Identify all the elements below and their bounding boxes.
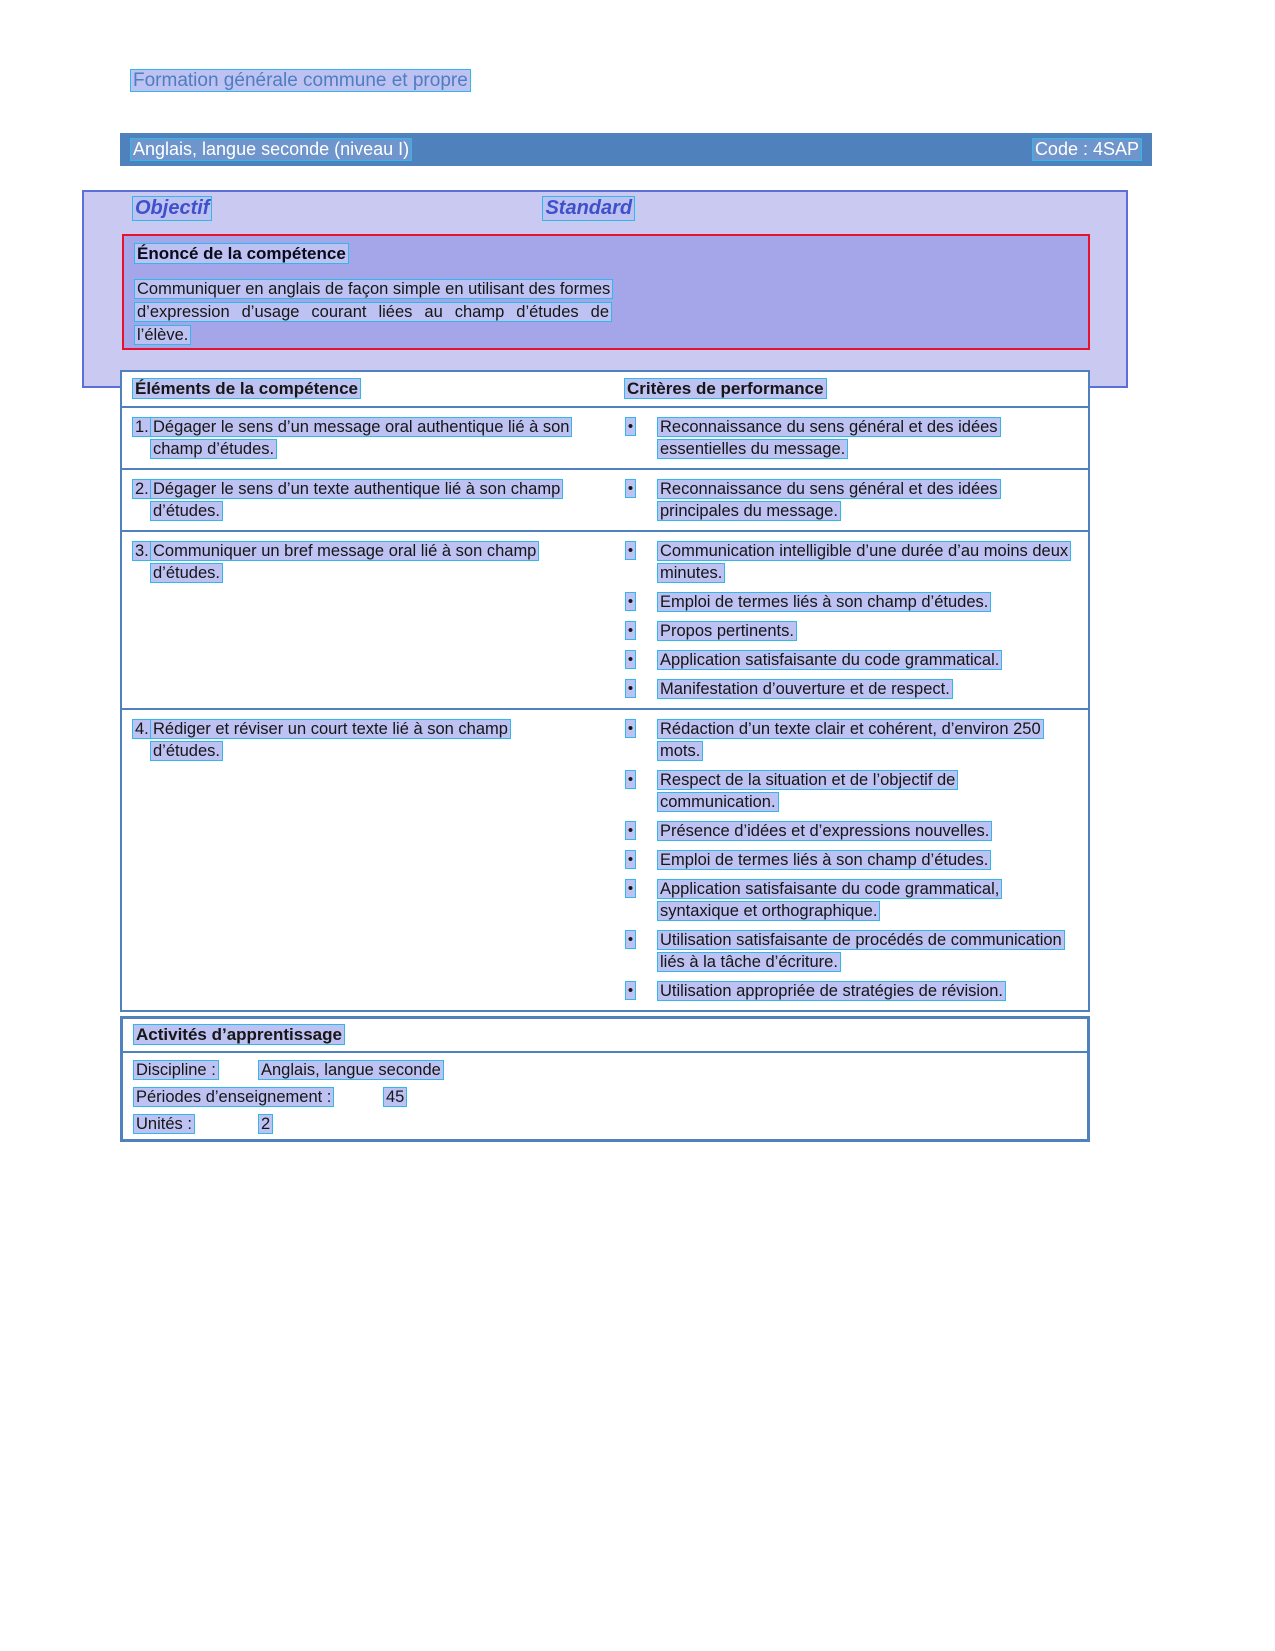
- bullet-icon: •: [624, 849, 637, 871]
- criterion-item: [624, 849, 1074, 871]
- criteria-cell: [616, 540, 1088, 700]
- criterion-text: Reconnaissance du sens général et des idées essentielles du message.: [657, 417, 1001, 459]
- criterion-item: [624, 678, 1074, 700]
- units-value: 2: [258, 1114, 273, 1134]
- element-cell: [122, 416, 616, 460]
- criterion-text-wrap: [657, 478, 1074, 522]
- bullet-icon: •: [624, 649, 637, 671]
- activities-body: [123, 1053, 1087, 1142]
- objectif-heading: Objectif: [132, 196, 212, 221]
- criterion-text-wrap: [657, 620, 797, 642]
- enonce-body-row: [134, 278, 612, 347]
- criterion-text: Présence d’idées et d’expressions nouvelles.: [657, 821, 992, 841]
- element-text: Rédiger et réviser un court texte lié à son champ d’études.: [150, 719, 511, 761]
- bullet-icon: •: [624, 820, 637, 842]
- row-number: [122, 540, 150, 562]
- criterion-item: [624, 591, 1074, 613]
- criterion-text-wrap: [657, 929, 1074, 973]
- criterion-item: [624, 929, 1074, 973]
- criterion-text-wrap: [657, 591, 991, 613]
- enonce-body: Communiquer en anglais de façon simple en utilisant des formes d’expression d’usage courant liées au champ d’études de l’élève.: [134, 279, 613, 345]
- bullet-icon: •: [624, 478, 637, 500]
- criterion-text: Utilisation appropriée de stratégies de révision.: [657, 981, 1006, 1001]
- bullet-icon: •: [624, 591, 637, 613]
- criterion-text-wrap: [657, 649, 1002, 671]
- units-value-wrap: [258, 1115, 273, 1134]
- criterion-item: [624, 980, 1074, 1002]
- periods-label-wrap: [133, 1088, 334, 1107]
- bullet-icon: •: [624, 878, 637, 900]
- element-text: Dégager le sens d’un texte authentique lié à son champ d’études.: [150, 479, 563, 521]
- bullet-icon: •: [624, 929, 637, 951]
- criteria-cell: [616, 478, 1088, 522]
- bullet-icon: •: [624, 540, 637, 562]
- element-text: Dégager le sens d’un message oral authentique lié à son champ d’études.: [150, 417, 572, 459]
- element-text: Communiquer un bref message oral lié à son champ d’études.: [150, 541, 539, 583]
- enonce-title-row: [134, 244, 1078, 264]
- row-number: [122, 478, 150, 500]
- criterion-text-wrap: [657, 769, 1074, 813]
- activities-panel: [120, 1016, 1090, 1142]
- criterion-text: Communication intelligible d’une durée d’au moins deux minutes.: [657, 541, 1071, 583]
- competence-table: [120, 370, 1090, 1012]
- criterion-text: Propos pertinents.: [657, 621, 797, 641]
- course-header-bar: [120, 133, 1152, 166]
- criterion-text-wrap: [657, 878, 1074, 922]
- criteria-cell: [616, 416, 1088, 460]
- criterion-text: Utilisation satisfaisante de procédés de communication liés à la tâche d’écriture.: [657, 930, 1065, 972]
- bullet-icon: •: [624, 980, 637, 1002]
- bullet-icon: •: [624, 678, 637, 700]
- criterion-text-wrap: [657, 416, 1074, 460]
- row-number-text: 1.: [132, 417, 152, 437]
- col-header-elements-text: Éléments de la compétence: [132, 378, 361, 399]
- activities-title-row: [123, 1019, 1087, 1053]
- objective-standard-panel: [82, 190, 1128, 388]
- col-header-criteres-text: Critères de performance: [624, 378, 827, 399]
- periods-value: 45: [383, 1087, 407, 1107]
- discipline-label-wrap: [133, 1061, 219, 1080]
- criteria-cell: [616, 718, 1088, 1002]
- row-number: [122, 718, 150, 740]
- criterion-item: [624, 620, 1074, 642]
- row-number-text: 4.: [132, 719, 152, 739]
- periods-row: [133, 1088, 1087, 1115]
- table-row: [122, 530, 1088, 708]
- criterion-item: [624, 649, 1074, 671]
- criterion-text-wrap: [657, 540, 1074, 584]
- element-cell: [122, 718, 616, 1002]
- periods-label: Périodes d’enseignement :: [133, 1087, 334, 1107]
- criterion-text-wrap: [657, 980, 1006, 1002]
- criterion-text-wrap: [657, 820, 992, 842]
- table-row: [122, 468, 1088, 530]
- element-cell: [122, 478, 616, 522]
- criterion-text: Manifestation d’ouverture et de respect.: [657, 679, 953, 699]
- enonce-box: [122, 234, 1090, 350]
- criterion-item: [624, 820, 1074, 842]
- criterion-text: Rédaction d’un texte clair et cohérent, d’environ 250 mots.: [657, 719, 1044, 761]
- course-title: Anglais, langue seconde (niveau I): [130, 138, 412, 161]
- activities-title: Activités d’apprentissage: [133, 1024, 345, 1045]
- criterion-text: Respect de la situation et de l’objectif de communication.: [657, 770, 958, 812]
- criterion-text: Emploi de termes liés à son champ d’études.: [657, 850, 991, 870]
- criterion-text: Emploi de termes liés à son champ d’études.: [657, 592, 991, 612]
- element-text-wrap: [150, 718, 580, 762]
- units-label: Unités :: [133, 1114, 195, 1134]
- discipline-row: [133, 1061, 1087, 1088]
- col-header-elements: [122, 379, 616, 399]
- criterion-item: [624, 540, 1074, 584]
- units-label-wrap: [133, 1115, 195, 1134]
- row-number-text: 3.: [132, 541, 152, 561]
- bullet-icon: •: [624, 416, 637, 438]
- discipline-value-wrap: [258, 1061, 444, 1080]
- course-code: Code : 4SAP: [1032, 138, 1142, 161]
- table-row: [122, 406, 1088, 468]
- criterion-item: [624, 718, 1074, 762]
- row-number-text: 2.: [132, 479, 152, 499]
- criterion-text: Application satisfaisante du code grammatical.: [657, 650, 1002, 670]
- program-label: [130, 70, 471, 92]
- row-number: [122, 416, 150, 438]
- criterion-item: [624, 478, 1074, 522]
- program-label-text: Formation générale commune et propre: [130, 69, 471, 92]
- element-text-wrap: [150, 540, 580, 584]
- bullet-icon: •: [624, 769, 637, 791]
- element-text-wrap: [150, 416, 580, 460]
- enonce-title: Énoncé de la compétence: [134, 243, 349, 264]
- criterion-text: Application satisfaisante du code grammatical, syntaxique et orthographique.: [657, 879, 1002, 921]
- discipline-label: Discipline :: [133, 1060, 219, 1080]
- criterion-item: [624, 416, 1074, 460]
- col-header-criteres: [616, 379, 1088, 399]
- bullet-icon: •: [624, 620, 637, 642]
- criterion-text-wrap: [657, 849, 991, 871]
- element-text-wrap: [150, 478, 580, 522]
- element-cell: [122, 540, 616, 700]
- standard-heading: Standard: [542, 196, 635, 221]
- discipline-value: Anglais, langue seconde: [258, 1060, 444, 1080]
- units-row: [133, 1115, 1087, 1142]
- criterion-item: [624, 878, 1074, 922]
- table-header-row: [122, 372, 1088, 406]
- criterion-text-wrap: [657, 678, 953, 700]
- criterion-item: [624, 769, 1074, 813]
- criterion-text: Reconnaissance du sens général et des idées principales du message.: [657, 479, 1001, 521]
- table-row: [122, 708, 1088, 1010]
- bullet-icon: •: [624, 718, 637, 740]
- criterion-text-wrap: [657, 718, 1074, 762]
- objective-standard-headings: [132, 196, 1032, 221]
- periods-value-wrap: [383, 1088, 407, 1107]
